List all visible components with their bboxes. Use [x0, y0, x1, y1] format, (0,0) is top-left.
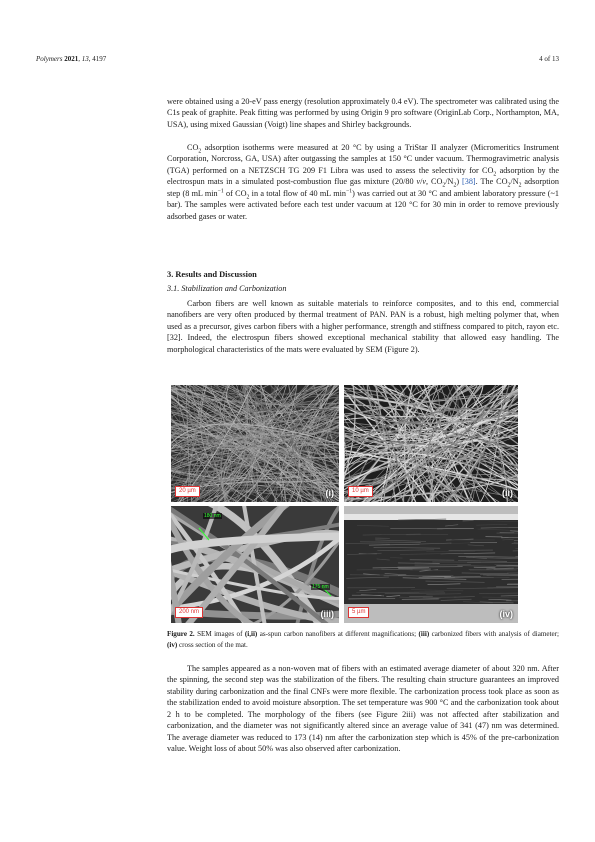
sem-image-dense-mat [171, 385, 339, 502]
scale-bar: 20 µm [175, 486, 200, 497]
sem-image-carbonized [171, 506, 339, 623]
sem-image-cross-section [344, 506, 518, 623]
journal-year: 2021 [64, 55, 79, 63]
paragraph-carbon-fibers: Carbon fibers are well known as suitable materials to reinforce composites, and to this end, commercial nanofibers are very often produced by thermal treatment of PAN. PAN is a robust, high melting polymer that, when used as a precursor, gives carbon fibers with a higher performance, strength and stiffness compared to pitch, rayon etc. [32]. Indeed, the electrospun fibers showed exceptional mechanical stability that allowed easy handling. The morphological characteristics of the mats were evaluated by SEM (Figure 2). [167, 299, 559, 354]
scale-bar: 5 µm [348, 607, 369, 618]
sem-panel-iii [171, 506, 339, 623]
scale-bar: 10 µm [348, 486, 373, 497]
subsection-heading: 3.1. Stabilization and Carbonization [167, 284, 287, 293]
paragraph-morphology: The samples appeared as a non-woven mat of fibers with an estimated average diameter of about 320 nm. After the spinning, the second step was the stabilization of the fibers. The resulting chain structure guarantees an improved stability during carbonization and the final CNFs were more flexible. The carbonization process took place as soon as the stabilization ended to avoid moisture absorption. The set temperature was 900 °C and the carbonization took about 2 h to be completed. The morphology of the fibers (see Figure 2iii) was not affected after stabilization and carbonization, and the diameter was not significantly altered since an average value of 341 (47) nm was determined. The average diameter was reduced to 173 (14) nm after the carbonization step which is 45% of the pre-carbonization value. Weight loss of about 50% was also observed after carbonization. [167, 664, 559, 754]
figure-caption: Figure 2. SEM images of (i,ii) as-spun carbon nanofibers at different magnifications; (iii) carbonized fibers with analysis of diameter; (iv) cross section of the mat. [167, 630, 559, 649]
scale-bar: 200 nm [175, 607, 203, 618]
panel-label: (i) [325, 488, 334, 498]
panel-label: (iii) [320, 609, 334, 619]
paragraph-co2-adsorption: $CO_2$ adsorption isotherms were measured at 20 °C by using a TriStar II analyzer (Micromeritics Instrument Corporation, Norcross, GA, USA) after outgassing the samples at 150 °C under vacuum. Thermogravimetric analysis (TGA) performed on a NETZSCH TG 209 F1 Libra was used to assess the selectivity for $CO_2$ adsorption by the electrospun mats in a simulated post-combustion flue gas mixture (20/80 v/v, $CO_2/N_2$) [38]. The $CO_2/N_2$ adsorption step (8 mL $\min^{-1}$ of $CO_2$ in a total flow of 40 mL $\min^{-1}$) was carried out at 30 °C and ambient laboratory pressure (~1 bar). The samples were activated before each test under vacuum at 120 °C for 30 min in order to remove previously adsorbed gases or water. [167, 143, 559, 221]
sem-figure [171, 385, 545, 623]
page-number: 4 of 13 [539, 55, 559, 63]
sem-panel-ii [344, 385, 518, 502]
article-number: 4197 [92, 55, 107, 63]
journal-volume: 13 [81, 55, 89, 63]
diameter-label: 180 nm [204, 513, 221, 519]
diameter-label: 175 nm [312, 584, 329, 590]
paragraph-xps: were obtained using a 20-eV pass energy (resolution approximately 0.4 eV). The spectrometer was calibrated using the C1s peak of graphite. Peak fitting was performed by using Origin 9 pro software (OriginLab Corp., Northampton, MA, USA), using mixed Gaussian (Voigt) line shapes and Shirley backgrounds. [167, 97, 559, 129]
section-heading: 3. Results and Discussion [167, 270, 257, 279]
journal-name: Polymers [36, 55, 63, 63]
sem-panel-i [171, 385, 339, 502]
running-header-citation: Polymers 2021, 13, 4197 [36, 55, 107, 63]
panel-label: (ii) [502, 488, 513, 498]
panel-label: (iv) [499, 609, 513, 619]
sem-image-fibers [344, 385, 518, 502]
citation-link-38[interactable]: [38] [462, 177, 476, 187]
sem-panel-iv [344, 506, 518, 623]
